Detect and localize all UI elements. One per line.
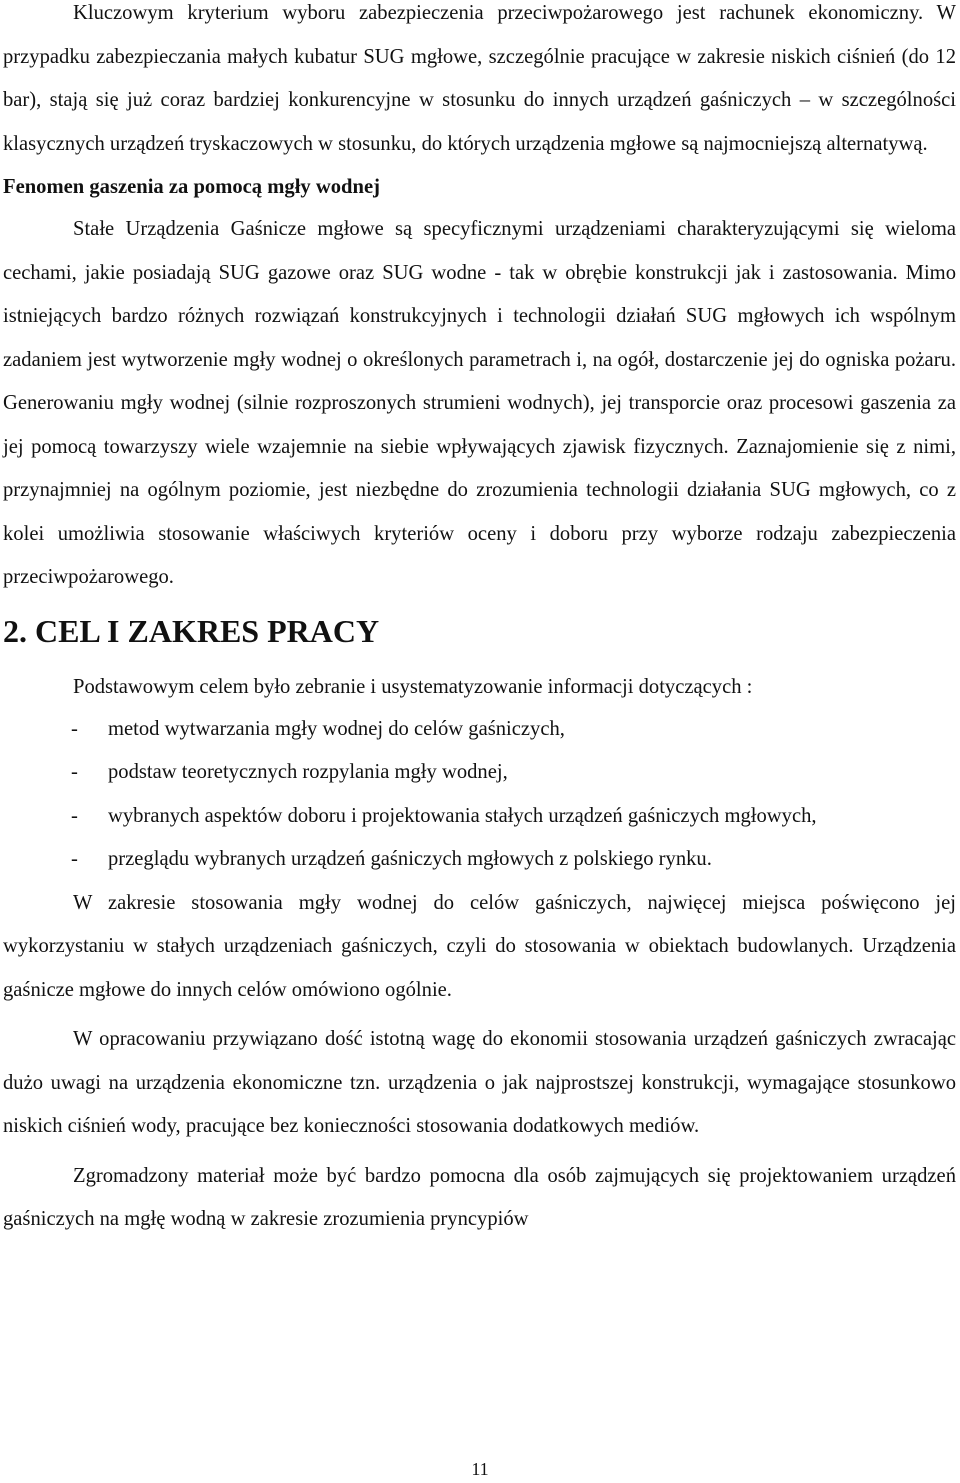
- economy-paragraph: W opracowaniu przywiązano dość istotną wagę do ekonomii stosowania urządzeń gaśniczych zwracając dużo uwagi na urządzenia ekonomiczne tzn. urządzenia o jak najprostszej konstrukcji, wymagające stosunkowo niskich ciśnień wody, pracujące bez konieczności stosowania dodatkowych mediów.: [3, 1028, 956, 1137]
- scope-paragraph: W zakresie stosowania mgły wodnej do celów gaśniczych, najwięcej miejsca poświęcono jej wykorzystaniu w stałych urządzeniach gaśniczych, czyli do stosowania w obiektach budowlanych. Urządzenia gaśnicze mgłowe do innych celów omówiono ogólnie.: [3, 891, 956, 1001]
- goal-intro-paragraph: Podstawowym celem było zebranie i usystematyzowanie informacji dotyczących :: [73, 675, 753, 698]
- section-heading: 2. CEL I ZAKRES PRACY: [3, 612, 380, 649]
- document-body: [3, 0, 956, 1242]
- list-item-text: podstaw teoretycznych rozpylania mgły wodnej,: [108, 761, 508, 783]
- list-item-text: przeglądu wybranych urządzeń gaśniczych mgłowych z polskiego rynku.: [108, 848, 712, 870]
- list-item: [3, 795, 956, 839]
- list-dash: -: [71, 717, 78, 740]
- list-item-text: wybranych aspektów doboru i projektowania stałych urządzeń gaśniczych mgłowych,: [108, 804, 817, 827]
- list-item-text: metod wytwarzania mgły wodnej do celów gaśniczych,: [108, 717, 565, 740]
- final-paragraph: Zgromadzony materiał może być bardzo pomocna dla osób zajmujących się projektowaniem urządzeń gaśniczych na mgłę wodną w zakresie zrozumienia pryncypiów: [3, 1164, 956, 1230]
- list-item: [3, 708, 956, 752]
- phenomenon-paragraph: Stałe Urządzenia Gaśnicze mgłowe są specyficznymi urządzeniami charakteryzującymi się wieloma cechami, jakie posiadają SUG gazowe oraz SUG wodne - tak w obrębie konstrukcji jak i zastosowania. Mimo istniejących bardzo różnych rozwiązań konstrukcyjnych i technologii działań SUG mgłowych ich wspólnym zadaniem jest wytworzenie mgły wodnej o określonych parametrach i, na ogół, dostarczenie jej do ogniska pożaru. Generowaniu mgły wodnej (silnie rozproszonych strumieni wodnych), jej transporcie oraz procesowi gaszenia za jej pomocą towarzyszy wiele wzajemnie na siebie wpływających zjawisk fizycznych. Zaznajomienie się z nimi, przynajmniej na ogólnym poziomie, jest niezbędne do zrozumienia technologii działania SUG mgłowych, co z kolei umożliwia stosowanie właściwych kryteriów oceny i doboru przy wyborze rodzaju zabezpieczenia przeciwpożarowego.: [3, 218, 956, 588]
- goal-list: [3, 708, 956, 882]
- list-dash: -: [71, 804, 78, 827]
- page-number: 11: [471, 1459, 489, 1479]
- intro-paragraph: Kluczowym kryterium wyboru zabezpieczenia przeciwpożarowego jest rachunek ekonomiczny. W przypadku zabezpieczania małych kubatur SUG mgłowe, szczególnie pracujące w zakresie niskich ciśnień (do 12 bar), stają się już coraz bardziej konkurencyjne w stosunku do innych urządzeń gaśniczych – w szczególności klasycznych urządzeń tryskaczowych w stosunku, do których urządzenia mgłowe są najmocniejszą alternatywą.: [3, 2, 956, 155]
- list-item: [3, 838, 956, 882]
- list-dash: -: [71, 761, 78, 783]
- list-item: [3, 751, 956, 795]
- subheading-mist-phenomenon: Fenomen gaszenia za pomocą mgły wodnej: [3, 176, 380, 198]
- list-dash: -: [71, 848, 78, 870]
